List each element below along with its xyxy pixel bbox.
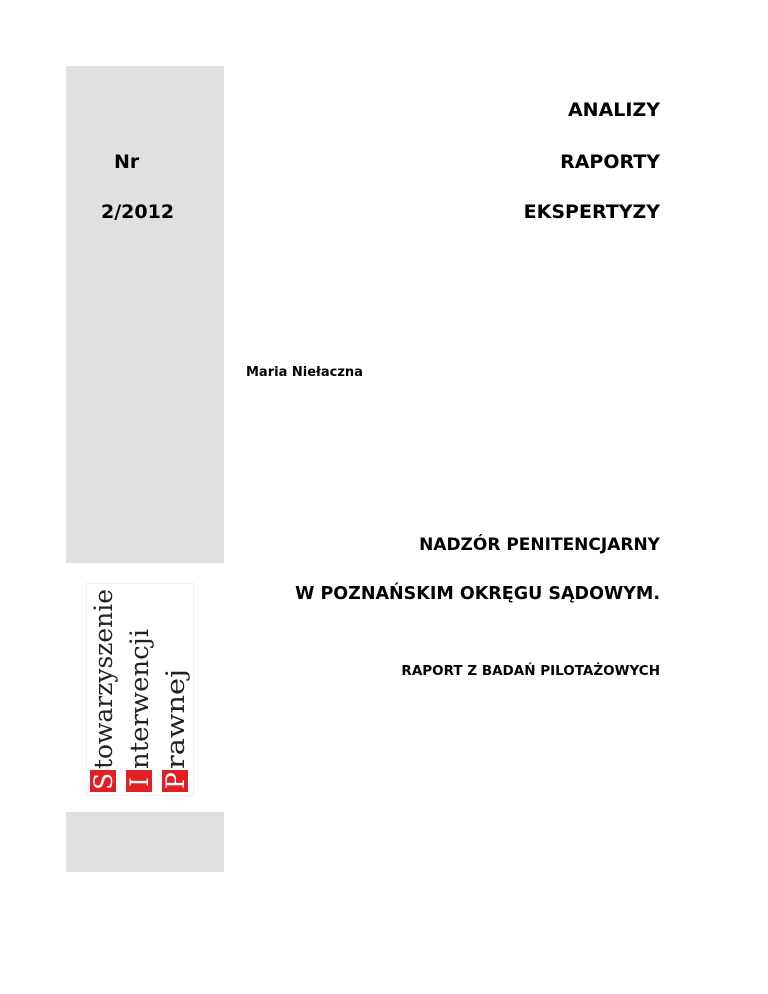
left-gray-footer-panel (66, 812, 224, 872)
logo-initial-1: S (89, 772, 118, 790)
series-ekspertyzy: EKSPERTYZY (523, 201, 660, 223)
logo-word-3: rawnej (161, 682, 190, 769)
logo-initial-2: I (125, 777, 154, 787)
author-name: Maria Niełaczna (246, 365, 363, 380)
issue-nr-label: Nr (114, 151, 140, 173)
logo-word-2: nterwencji (125, 634, 154, 769)
logo-initial-3: P (161, 772, 190, 789)
organization-logo (86, 583, 194, 796)
logo-row-2 (125, 629, 154, 792)
left-gray-panel (66, 66, 224, 563)
series-raporty: RAPORTY (560, 151, 660, 173)
logo-word-1: towarzyszenie (89, 588, 118, 769)
document-subtitle: RAPORT Z BADAŃ PILOTAŻOWYCH (401, 663, 660, 679)
document-title-line-2: W POZNAŃSKIM OKRĘGU SĄDOWYM. (295, 584, 660, 604)
document-title-line-1: NADZÓR PENITENCJARNY (419, 535, 660, 555)
issue-number: 2/2012 (101, 201, 175, 223)
logo-row-3 (161, 669, 190, 792)
series-analizy: ANALIZY (567, 99, 660, 121)
logo-graphic (87, 584, 193, 795)
logo-row-1 (89, 589, 118, 792)
